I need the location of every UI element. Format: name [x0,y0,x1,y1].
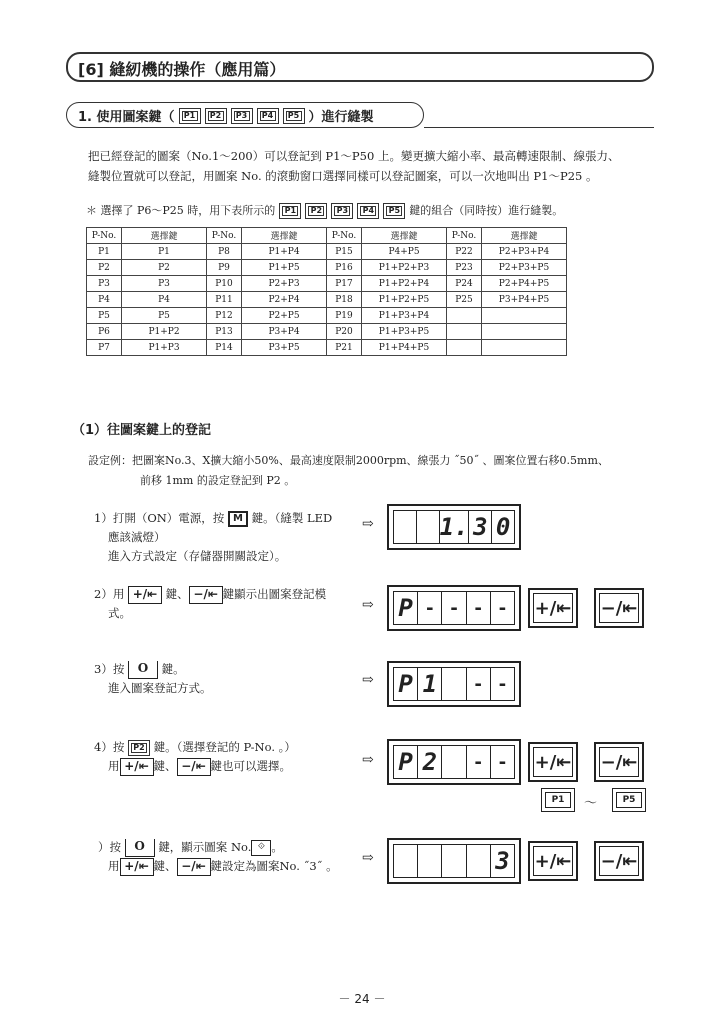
table-cell: P2+P4 [242,292,327,308]
table-cell: P3+P4+P5 [482,292,567,308]
arrow-icon: ⇨ [362,752,374,768]
table-cell: P4 [122,292,207,308]
step-2-text-c: 式。 [108,606,131,620]
table-header-cell: P-No. [207,228,242,244]
arrow-icon: ⇨ [362,672,374,688]
page-number: － 24 － [338,992,386,1006]
step-3-text-a: 3）按 [94,662,125,676]
table-cell: P12 [207,308,242,324]
table-header-cell: 選擇鍵 [242,228,327,244]
table-cell: P2+P3+P4 [482,244,567,260]
table-cell [447,308,482,324]
led-digit: - [442,592,466,624]
subsection-prefix: 1. 使用圖案鍵（ [78,110,175,125]
step-5-text-c2: 鍵、 [153,859,177,873]
pattern-key-table [86,227,567,356]
table-cell: P1+P3+P5 [362,324,447,340]
step-4-text-a: 4）按 [94,740,125,754]
step-4-text-b: 鍵。（選擇登記的 P-No. 。） [153,740,296,754]
table-cell: P1+P5 [242,260,327,276]
table-cell: P3 [87,276,122,292]
step-4-text-c1: 用 [108,759,120,773]
step-3-text [94,660,212,698]
table-cell: P16 [327,260,362,276]
led-digit [394,511,417,543]
table-cell: P2 [87,260,122,276]
arrow-icon: ⇨ [362,850,374,866]
table-cell: P1+P4+P5 [362,340,447,356]
table-cell: P21 [327,340,362,356]
plus-key-icon: +/⇤ [120,858,154,876]
table-cell: P18 [327,292,362,308]
arrow-icon: ⇨ [362,516,374,532]
step-2-text-mid: 鍵、 [165,587,189,601]
led-digit: - [418,592,442,624]
plus-key-button [528,841,578,881]
led-display-step-5 [387,838,521,884]
table-cell: P3+P4 [242,324,327,340]
led-digit [417,511,440,543]
step-1-text [94,509,332,566]
led-digit: - [467,668,491,700]
led-digit: - [467,592,491,624]
table-cell: P13 [207,324,242,340]
table-row [87,276,567,292]
table-cell: P15 [327,244,362,260]
led-display-step-2 [387,585,521,631]
step-4-text-c2: 鍵、 [153,759,177,773]
led-display-step-4 [387,739,521,785]
led-digit: - [467,746,491,778]
p2-key-icon: P2 [205,108,227,124]
led-display-step-1 [387,504,521,550]
table-header-cell: P-No. [447,228,482,244]
example-line-1: 設定例：把圖案No.3、X擴大縮小50%、最高速度限制2000rpm、線張力 ˝50˝ 、圖案位置右移0.5mm、 [88,454,609,467]
minus-key-icon: −/⇤ [177,758,211,776]
minus-key-icon: −/⇤ [177,858,211,876]
ready-key-icon: O [128,661,158,679]
p2-key-icon: P2 [128,740,150,756]
note-suffix: 鍵的組合（同時按）進行縫製。 [409,204,564,217]
table-cell: P20 [327,324,362,340]
table-cell: P1 [122,244,207,260]
intro-paragraph [88,146,668,186]
table-cell: P23 [447,260,482,276]
table-cell: P14 [207,340,242,356]
table-cell: P25 [447,292,482,308]
led-digit [394,845,418,877]
intro-line-1: 把已經登記的圖案（No.1～200）可以登記到 P1～P50 上。變更擴大縮小率、最高轉速限制、線張力、 [88,149,620,163]
table-header-row [87,228,567,244]
p5-key-icon: P5 [283,108,305,124]
subsection-title [78,106,374,125]
table-cell [447,324,482,340]
led-digits [393,591,515,625]
table-cell: P19 [327,308,362,324]
table-cell: P2+P3 [242,276,327,292]
led-digit [418,845,442,877]
table-row [87,308,567,324]
step-1-text-a: 1）打開（ON）電源，按 [94,511,225,525]
table-cell: P8 [207,244,242,260]
table-header-cell: P-No. [87,228,122,244]
step-5-text [98,838,338,876]
led-digits [393,745,515,779]
table-cell: P1+P2+P5 [362,292,447,308]
table-cell: P2+P5 [242,308,327,324]
table-cell: P6 [87,324,122,340]
led-digit: P [394,668,418,700]
led-digit: P [394,746,418,778]
led-digits [393,844,515,878]
led-digit [442,746,466,778]
led-digit: 1 [418,668,442,700]
led-digit: 3 [495,847,510,875]
table-cell [482,308,567,324]
step-4-text-c3: 鍵也可以選擇。 [210,759,291,773]
arrow-icon: ⇨ [362,597,374,613]
led-display-step-3 [387,661,521,707]
table-cell: P5 [87,308,122,324]
p1-key-icon: P1 [279,203,301,219]
step-1-text-d: 進入方式設定（存儲器開關設定）。 [108,549,287,563]
led-digit [442,668,466,700]
p1-key-icon: P1 [179,108,201,124]
table-cell: P3 [122,276,207,292]
table-cell: P1+P2+P3 [362,260,447,276]
table-cell: P1+P2+P4 [362,276,447,292]
led-digit: - [496,597,508,619]
ready-key-icon: O [125,839,155,857]
led-digit [442,845,466,877]
step-2-text-a: 2）用 [94,587,125,601]
table-cell: P17 [327,276,362,292]
led-digit: 1. [439,513,469,541]
p3-key-icon: P3 [331,203,353,219]
p4-key-icon: P4 [357,203,379,219]
p1-key-button [541,788,575,812]
subsection-suffix: ）進行縫製 [308,110,374,125]
table-row [87,340,567,356]
minus-key-label: −/⇤ [599,846,639,876]
led-digit: 2 [418,746,442,778]
pattern-no-icon: ⟐ [251,840,271,856]
table-row [87,292,567,308]
step-1-text-c: 應該滅燈） [108,530,166,544]
table-cell: P9 [207,260,242,276]
table-header-cell: P-No. [327,228,362,244]
plus-key-button [528,742,578,782]
p5-key-icon: P5 [383,203,405,219]
step-5-text-b2: 。 [271,840,283,854]
step-5-text-c3: 鍵設定為圖案No. ˝3˝ 。 [210,859,338,873]
step-2-text [94,585,326,623]
p5-key-label: P5 [616,792,642,808]
led-digits [393,667,515,701]
table-cell: P2 [122,260,207,276]
plus-key-icon: +/⇤ [120,758,154,776]
p2-key-icon: P2 [305,203,327,219]
minus-key-icon: −/⇤ [189,586,223,604]
plus-key-label: +/⇤ [533,846,573,876]
led-digit: 0 [495,513,511,541]
table-cell: P4+P5 [362,244,447,260]
table-cell: P1 [87,244,122,260]
subsection-rule [424,127,654,128]
table-cell [482,340,567,356]
led-digit [467,845,491,877]
range-separator: ～ [584,796,598,811]
table-cell: P1+P2 [122,324,207,340]
step-2-text-b: 鍵顯示出圖案登記模 [222,587,327,601]
table-cell: P1+P3 [122,340,207,356]
p3-key-icon: P3 [231,108,253,124]
table-cell: P7 [87,340,122,356]
step-1-text-b: 鍵。（縫製 LED [251,511,333,525]
p1-key-label: P1 [545,792,571,808]
intro-line-2: 縫製位置就可以登記，用圖案 No. 的滾動窗口選擇同樣可以登記圖案，可以一次地叫出 P1～P25 。 [88,169,598,183]
m-key-icon: M [228,511,248,527]
table-cell: P1+P4 [242,244,327,260]
table-row [87,260,567,276]
led-digit: - [496,673,508,695]
minus-key-button [594,588,644,628]
step-5-text-b: 鍵，顯示圖案 No. [158,840,252,854]
table-cell: P3+P5 [242,340,327,356]
step-4-text [94,738,296,776]
table-cell: P2+P3+P5 [482,260,567,276]
p5-key-button [612,788,646,812]
table-cell: P5 [122,308,207,324]
plus-key-label: +/⇤ [533,747,573,777]
table-row [87,324,567,340]
plus-key-label: +/⇤ [533,593,573,623]
minus-key-label: −/⇤ [599,747,639,777]
step-3-text-b: 鍵。 [161,662,185,676]
step-3-text-c: 進入圖案登記方式。 [108,681,212,695]
note-line [86,201,563,221]
table-cell: P24 [447,276,482,292]
table-cell [447,340,482,356]
plus-key-icon: +/⇤ [128,586,162,604]
led-digit: P [394,592,418,624]
table-cell: P10 [207,276,242,292]
step-5-text-c1: 用 [108,859,120,873]
example-paragraph [88,451,609,491]
minus-key-button [594,742,644,782]
table-cell: P1+P3+P4 [362,308,447,324]
table-header-cell: 選擇鍵 [362,228,447,244]
led-digit: - [496,751,508,773]
led-digits [393,510,515,544]
table-cell: P11 [207,292,242,308]
plus-key-button [528,588,578,628]
table-row [87,244,567,260]
minus-key-button [594,841,644,881]
registration-heading: （1）往圖案鍵上的登記 [72,423,212,438]
table-cell: P2+P4+P5 [482,276,567,292]
table-header-cell: 選擇鍵 [122,228,207,244]
table-cell: P4 [87,292,122,308]
note-prefix: ＊ 選擇了 P6～P25 時，用下表所示的 [86,204,276,217]
minus-key-label: −/⇤ [599,593,639,623]
step-5-text-a: ）按 [98,840,121,854]
table-cell: P22 [447,244,482,260]
table-header-cell: 選擇鍵 [482,228,567,244]
example-line-2: 前移 1mm 的設定登記到 P2 。 [140,474,296,487]
led-digit: 3 [469,511,492,543]
p4-key-icon: P4 [257,108,279,124]
section-title: [6] 縫紉機的操作（應用篇） [78,60,286,79]
table-cell [482,324,567,340]
